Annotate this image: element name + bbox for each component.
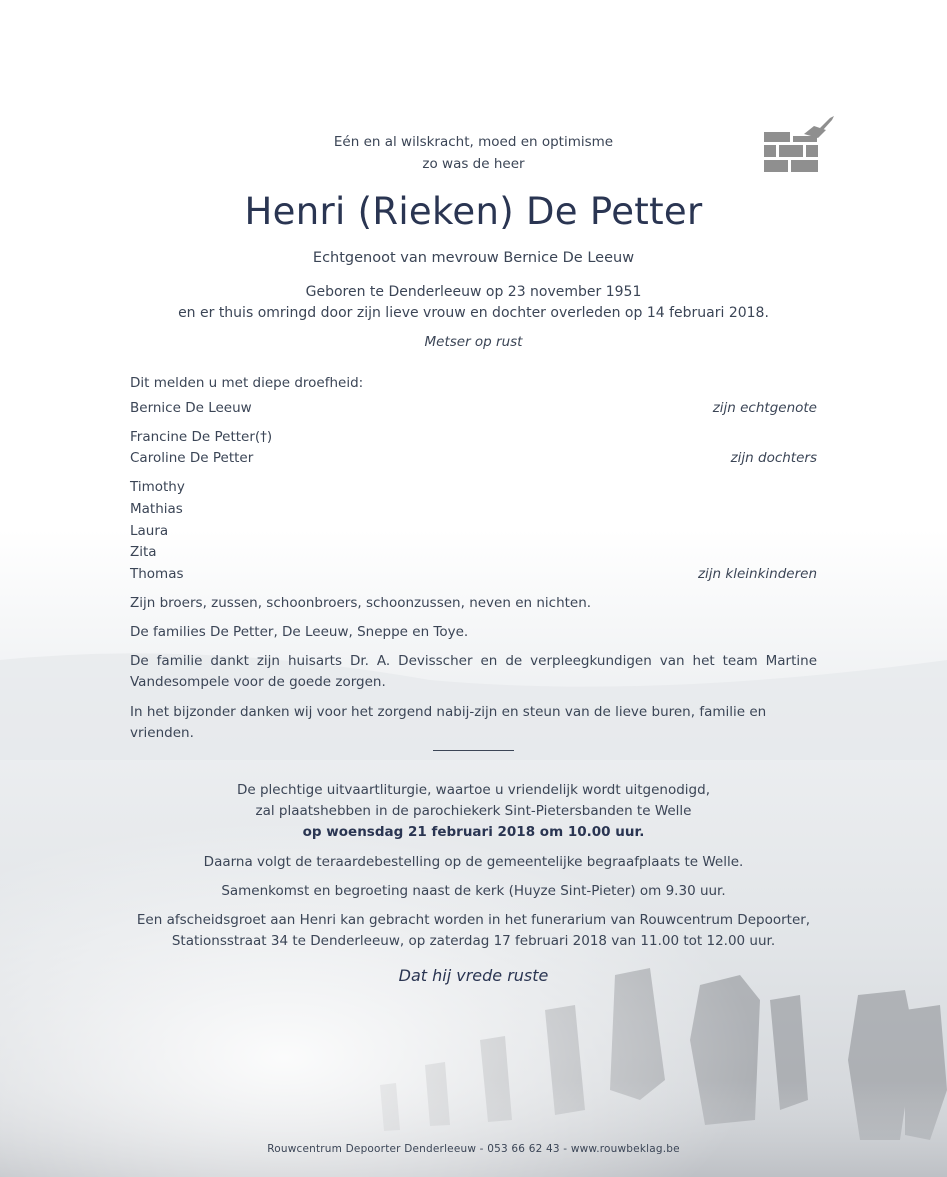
occupation: Metser op rust: [424, 334, 523, 350]
grandchild-name: Zita: [130, 544, 157, 560]
daughters-role: zijn dochters: [730, 450, 817, 466]
family-row-wife: [130, 398, 817, 419]
section-divider: [433, 750, 514, 751]
wife-role: zijn echtgenote: [712, 400, 817, 416]
wife-name: Bernice De Leeuw: [130, 400, 252, 416]
relatives-line: Zijn broers, zussen, schoonbroers, schoonzussen, neven en nichten.: [130, 595, 592, 611]
grandchild-name: Timothy: [130, 479, 185, 495]
funeral-date: op woensdag 21 februari 2018 om 10.00 uur.: [302, 824, 645, 840]
footer-contact: Rouwcentrum Depoorter Denderleeuw - 053 66 62 43 - www.rouwbeklag.be: [267, 1143, 680, 1155]
motto-line-2: zo was de heer: [422, 156, 525, 172]
funeral-invitation: [0, 780, 947, 843]
thanks-neighbours-paragraph: In het bijzonder danken wij voor het zorgend nabij-zijn en steun van de lieve buren, familie en vrienden.: [130, 704, 767, 741]
meeting-line: Samenkomst en begroeting naast de kerk (Huyze Sint-Pieter) om 9.30 uur.: [221, 883, 726, 899]
daughter-name: Francine De Petter(†): [130, 429, 273, 445]
grandchildren-role: zijn kleinkinderen: [697, 566, 817, 582]
grandchild-name: Laura: [130, 523, 169, 539]
farewell-line-1: Een afscheidsgroet aan Henri kan gebracht worden in het funerarium van Rouwcentrum Depoorter,: [136, 912, 811, 928]
family-row-grandchild-5: [130, 564, 817, 585]
closing-phrase: Dat hij vrede ruste: [398, 966, 549, 985]
family-row-grandchild-2: [130, 499, 817, 520]
farewell-line-2: Stationsstraat 34 te Denderleeuw, op zaterdag 17 februari 2018 van 11.00 tot 12.00 uur.: [171, 933, 776, 949]
family-row-grandchild-4: [130, 542, 817, 563]
grandchild-name: Mathias: [130, 501, 183, 517]
family-row-daughter-1: [130, 427, 817, 448]
burial-line: Daarna volgt de teraardebestelling op de gemeentelijke begraafplaats te Welle.: [203, 854, 744, 870]
funeral-line-2: zal plaatshebben in de parochiekerk Sint-Pietersbanden te Welle: [255, 803, 692, 819]
spouse-line: Echtgenoot van mevrouw Bernice De Leeuw: [312, 250, 635, 266]
motto: [0, 131, 947, 175]
motto-line-1: Eén en al wilskracht, moed en optimisme: [333, 134, 614, 150]
birth-line: Geboren te Denderleeuw op 23 november 1951: [305, 284, 642, 300]
families-line: De families De Petter, De Leeuw, Sneppe en Toye.: [130, 624, 469, 640]
family-row-grandchild-3: [130, 521, 817, 542]
death-line: en er thuis omringd door zijn lieve vrouw en dochter overleden op 14 februari 2018.: [178, 305, 769, 321]
announcement-intro: Dit melden u met diepe droefheid:: [130, 375, 364, 391]
daughter-name: Caroline De Petter: [130, 450, 254, 466]
funeral-line-1: De plechtige uitvaartliturgie, waartoe u vriendelijk wordt uitgenodigd,: [237, 782, 710, 798]
birth-death-text: [0, 282, 947, 324]
grandchild-name: Thomas: [130, 566, 184, 582]
family-row-grandchild-1: [130, 477, 817, 498]
deceased-name: Henri (Rieken) De Petter: [244, 190, 703, 233]
thanks-doctor-paragraph: De familie dankt zijn huisarts Dr. A. Devisscher en de verpleegkundigen van het team Martine Vandesompele voor de goede zorgen.: [130, 653, 817, 690]
family-row-daughter-2: [130, 448, 817, 469]
farewell-text: [0, 910, 947, 952]
